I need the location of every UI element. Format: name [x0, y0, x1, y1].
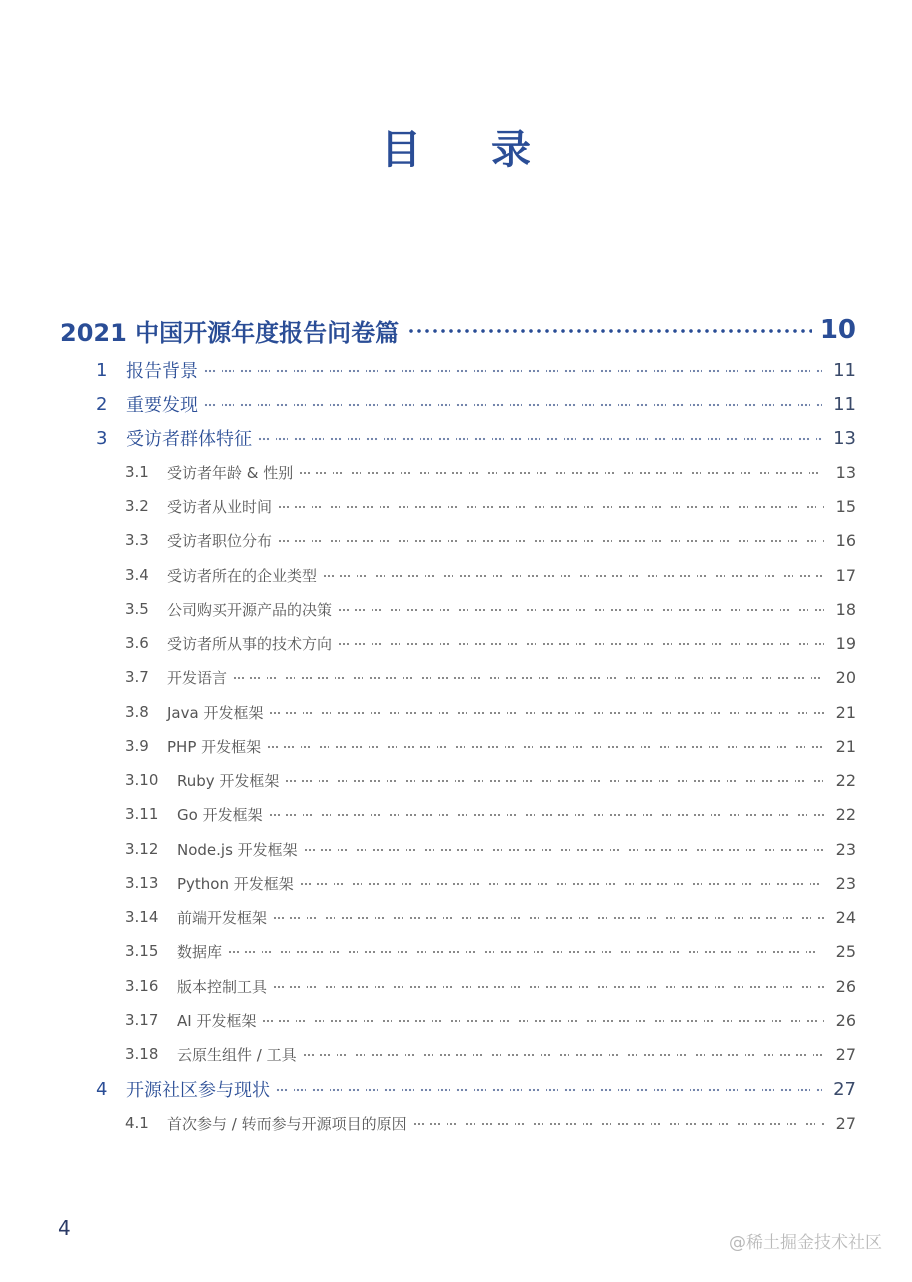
section-label: 受访者所在的企业类型 [167, 566, 318, 585]
section-page-number: 21 [835, 736, 856, 756]
section-number: 3.11 [125, 805, 159, 823]
section-label: AI 开发框架 [177, 1011, 257, 1030]
dot-leader [338, 642, 824, 646]
section-number: 3.7 [125, 668, 149, 686]
toc-chapter-1[interactable] [96, 356, 856, 384]
section-number: 3.13 [125, 874, 159, 892]
dot-leader [258, 437, 822, 441]
watermark: @稀土掘金技术社区 [729, 1233, 882, 1253]
toc-section-3-2[interactable] [125, 493, 856, 519]
toc-section-3-7[interactable] [125, 664, 856, 690]
dot-leader [276, 1088, 822, 1092]
toc-part-heading[interactable] [60, 312, 856, 348]
section-number: 3.16 [125, 977, 159, 995]
section-page-number: 26 [835, 976, 856, 996]
dot-leader [338, 608, 824, 612]
dot-leader [413, 1122, 824, 1126]
toc-section-3-9[interactable] [125, 733, 856, 759]
section-label: 云原生组件 / 工具 [177, 1045, 297, 1064]
section-label: 开发语言 [167, 668, 228, 687]
toc-section-3-3[interactable] [125, 527, 856, 553]
section-page-number: 23 [835, 873, 856, 893]
section-number: 3.12 [125, 840, 159, 858]
dot-leader [407, 329, 812, 333]
section-label: Ruby 开发框架 [177, 771, 280, 790]
chapter-page-number: 27 [833, 1078, 856, 1100]
section-number: 3.15 [125, 942, 159, 960]
section-label: 受访者职位分布 [167, 531, 273, 550]
section-label: 前端开发框架 [177, 908, 268, 927]
toc-section-3-11[interactable] [125, 801, 856, 827]
dot-leader [262, 1019, 824, 1023]
section-page-number: 22 [835, 770, 856, 790]
dot-leader [269, 711, 824, 715]
toc-section-3-8[interactable] [125, 699, 856, 725]
section-label: Python 开发框架 [177, 874, 294, 893]
chapter-number: 4 [96, 1078, 108, 1100]
chapter-number: 1 [96, 359, 108, 381]
dot-leader [300, 882, 824, 886]
section-page-number: 27 [835, 1044, 856, 1064]
section-number: 3.3 [125, 531, 149, 549]
chapter-number: 3 [96, 427, 108, 449]
toc-chapter-2[interactable] [96, 390, 856, 418]
section-number: 3.5 [125, 600, 149, 618]
section-number: 3.6 [125, 634, 149, 652]
toc-section-3-12[interactable] [125, 836, 856, 862]
section-number: 4.1 [125, 1114, 149, 1132]
toc-section-3-5[interactable] [125, 596, 856, 622]
toc-section-3-16[interactable] [125, 973, 856, 999]
toc-section-3-13[interactable] [125, 870, 856, 896]
toc-chapter-4[interactable] [96, 1075, 856, 1103]
chapter-page-number: 11 [833, 393, 856, 415]
dot-leader [269, 813, 824, 817]
toc-section-3-14[interactable] [125, 904, 856, 930]
toc-section-4-1[interactable] [125, 1110, 856, 1136]
section-page-number: 13 [835, 462, 856, 482]
section-page-number: 15 [835, 496, 856, 516]
chapter-label: 重要发现 [126, 395, 198, 416]
section-label: 受访者从业时间 [167, 497, 273, 516]
section-number: 3.18 [125, 1045, 159, 1063]
part-page-number: 10 [819, 315, 856, 345]
section-label: Node.js 开发框架 [177, 840, 298, 859]
section-label: Go 开发框架 [177, 805, 263, 824]
chapter-label: 开源社区参与现状 [126, 1080, 270, 1101]
section-page-number: 23 [835, 839, 856, 859]
dot-leader [278, 505, 824, 509]
section-label: Java 开发框架 [167, 703, 264, 722]
dot-leader [233, 676, 824, 680]
toc-section-3-6[interactable] [125, 630, 856, 656]
dot-leader [285, 779, 824, 783]
section-page-number: 19 [835, 633, 856, 653]
chapter-label: 受访者群体特征 [126, 429, 252, 450]
dot-leader [204, 403, 822, 407]
toc-section-3-4[interactable] [125, 562, 856, 588]
dot-leader [323, 574, 824, 578]
toc-chapter-3[interactable] [96, 424, 856, 452]
section-page-number: 18 [835, 599, 856, 619]
section-number: 3.14 [125, 908, 159, 926]
dot-leader [303, 1053, 824, 1057]
section-label: 受访者年龄 & 性别 [167, 463, 294, 482]
section-label: 版本控制工具 [177, 977, 268, 996]
dot-leader [278, 539, 824, 543]
section-number: 3.9 [125, 737, 149, 755]
section-page-number: 17 [835, 565, 856, 585]
section-number: 3.4 [125, 566, 149, 584]
section-number: 3.2 [125, 497, 149, 515]
section-page-number: 25 [835, 941, 856, 961]
dot-leader [204, 369, 822, 373]
section-label: 首次参与 / 转而参与开源项目的原因 [167, 1114, 407, 1133]
toc-section-3-10[interactable] [125, 767, 856, 793]
section-label: PHP 开发框架 [167, 737, 262, 756]
section-label: 数据库 [177, 942, 223, 961]
section-label: 公司购买开源产品的决策 [167, 600, 333, 619]
dot-leader [273, 916, 824, 920]
section-page-number: 24 [835, 907, 856, 927]
section-page-number: 26 [835, 1010, 856, 1030]
section-number: 3.17 [125, 1011, 159, 1029]
dot-leader [299, 471, 824, 475]
toc-section-3-15[interactable] [125, 938, 856, 964]
section-page-number: 21 [835, 702, 856, 722]
dot-leader [267, 745, 824, 749]
section-page-number: 27 [835, 1113, 856, 1133]
chapter-number: 2 [96, 393, 108, 415]
toc-section-3-18[interactable] [125, 1041, 856, 1067]
section-page-number: 20 [835, 667, 856, 687]
toc-title: 目 录 [381, 127, 559, 173]
section-label: 受访者所从事的技术方向 [167, 634, 333, 653]
section-number: 3.8 [125, 703, 149, 721]
section-number: 3.10 [125, 771, 159, 789]
toc-section-3-17[interactable] [125, 1007, 856, 1033]
section-page-number: 22 [835, 804, 856, 824]
chapter-page-number: 13 [833, 427, 856, 449]
section-number: 3.1 [125, 463, 149, 481]
dot-leader [304, 848, 824, 852]
toc-section-3-1[interactable] [125, 459, 856, 485]
chapter-page-number: 11 [833, 359, 856, 381]
dot-leader [273, 985, 824, 989]
page-number: 4 [58, 1216, 71, 1240]
dot-leader [228, 950, 824, 954]
chapter-label: 报告背景 [126, 361, 198, 382]
part-label: 2021 中国开源年度报告问卷篇 [60, 318, 400, 347]
section-page-number: 16 [835, 530, 856, 550]
